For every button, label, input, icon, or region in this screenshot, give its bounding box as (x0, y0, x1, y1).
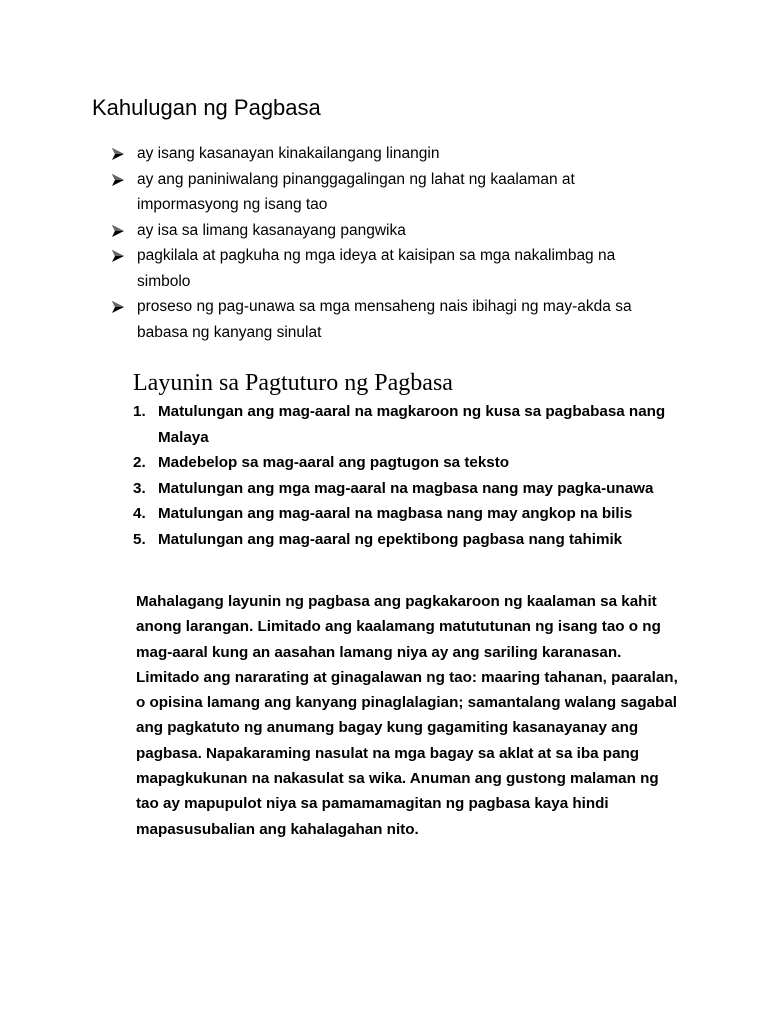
definition-text: ay isang kasanayan kinakailangang linangin (137, 145, 440, 162)
definition-item (112, 141, 672, 167)
definition-item (112, 243, 672, 294)
objectives-list (133, 399, 693, 552)
arrowhead-bullet-icon (112, 148, 124, 160)
objective-number: 4. (133, 505, 146, 522)
objective-number: 5. (133, 530, 146, 548)
definition-item (112, 218, 672, 244)
definition-text: proseso ng pag-unawa sa mga mensaheng nais ibihagi ng may-akda sa babasa ng kanyang sinulat (137, 298, 632, 341)
objective-number: 3. (133, 479, 146, 497)
objective-text: Madebelop sa mag-aaral ang pagtugon sa teksto (158, 454, 510, 471)
body-paragraph: Mahalagang layunin ng pagbasa ang pagkakaroon ng kaalaman sa kahit anong larangan. Limitado ang kaalamang matututunan ng isang tao o ng mag-aaral kung an aasahan lamang niya ay ang sariling karanasan. Limitado ang nararating at ginagalawan ng tao: maaring tahanan, paaralan, o opisina lamang ang kanyang pinaglalagian; samantalang walang sagabal ang pagkatuto ng anumang bagay kung gagamiting kasanayanay ang pagbasa. Napakaraming nasulat na mga bagay sa aklat at sa iba pang mapagkukunan na nakasulat sa wika. Anuman ang gustong malaman ng tao ay mapupulot niya sa pamamamagitan ng pagbasa kaya hindi mapasusubalian ang kahalagahan nito. (136, 593, 678, 838)
objective-text: Matulungan ang mag-aaral na magbasa nang may angkop na bilis (158, 505, 633, 522)
definition-item (112, 167, 672, 218)
arrowhead-bullet-icon (112, 301, 124, 313)
objective-text: Matulungan ang mag-aaral na magkaroon ng kusa sa pagbabasa nang Malaya (158, 403, 666, 446)
section-title-kahulugan: Kahulugan ng Pagbasa (92, 95, 321, 120)
objective-text: Matulungan ang mga mag-aaral na magbasa nang may pagka-unawa (158, 479, 654, 497)
section-title-layunin: Layunin sa Pagtuturo ng Pagbasa (133, 370, 453, 396)
objective-text: Matulungan ang mag-aaral ng epektibong pagbasa nang tahimik (158, 530, 623, 548)
arrowhead-bullet-icon (112, 225, 124, 237)
objective-item (133, 527, 693, 553)
definition-item (112, 294, 672, 345)
arrowhead-bullet-icon (112, 174, 124, 186)
definition-list (112, 141, 672, 345)
definition-text: pagkilala at pagkuha ng mga ideya at kaisipan sa mga nakalimbag na simbolo (137, 247, 616, 290)
arrowhead-bullet-icon (112, 250, 124, 262)
objective-item (133, 476, 693, 502)
definition-text: ay isa sa limang kasanayang pangwika (137, 221, 406, 239)
objective-item (133, 450, 693, 476)
objective-item (133, 399, 693, 450)
objective-number: 2. (133, 454, 146, 471)
objective-item (133, 501, 693, 527)
definition-text: ay ang paniniwalang pinanggagalingan ng lahat ng kaalaman at impormasyong ng isang tao (137, 170, 575, 213)
objective-number: 1. (133, 403, 146, 420)
